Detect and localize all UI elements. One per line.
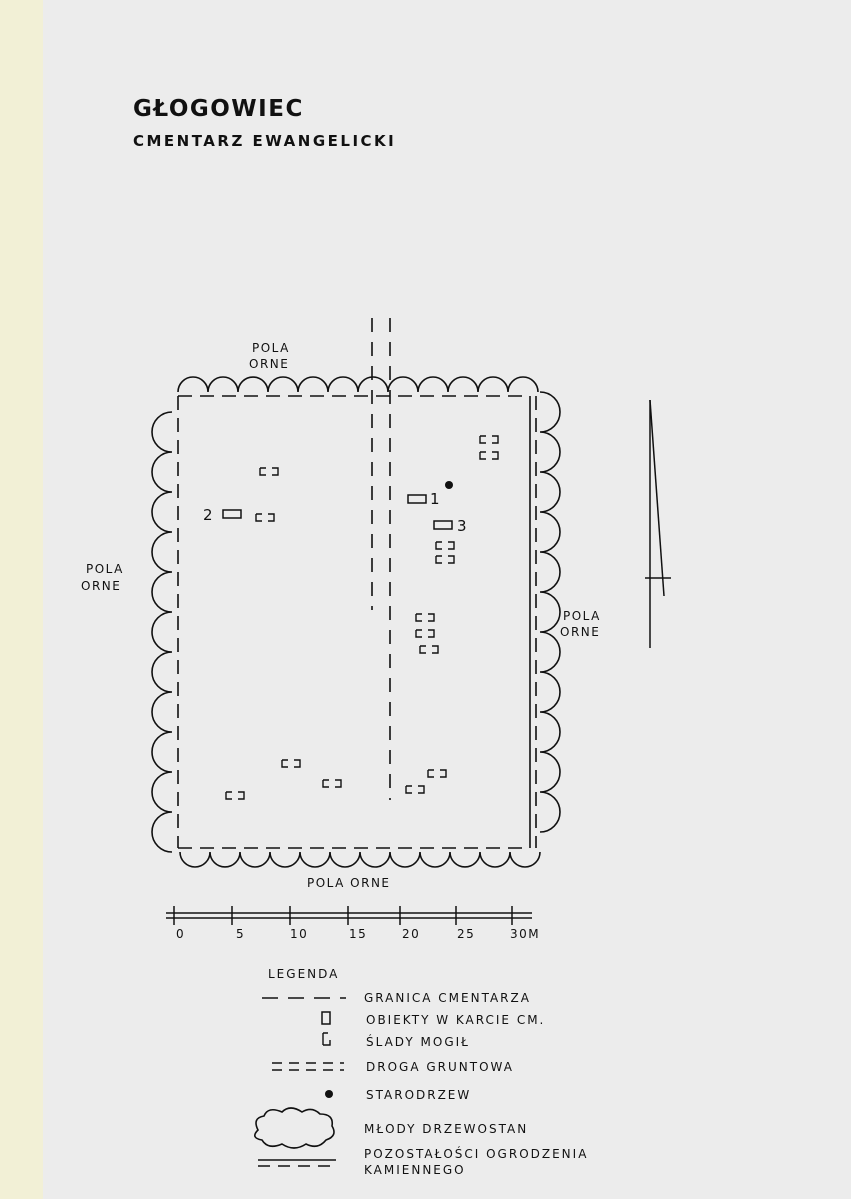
scale-tick-25: 25 <box>457 927 476 941</box>
scale-tick-5: 5 <box>236 927 246 941</box>
canopy-scallops <box>540 392 560 832</box>
legend-label-grave: ŚLADY MOGIŁ <box>366 1035 470 1049</box>
canopy-scallops <box>178 377 538 392</box>
object-3-box <box>434 521 452 529</box>
object-1-box <box>408 495 426 503</box>
top-field-label-line1: POLA <box>252 341 290 355</box>
grave-trace <box>256 514 274 521</box>
right-field-label-line1: POLA <box>563 609 601 623</box>
scale-tick-0: 0 <box>176 927 186 941</box>
grave-trace <box>416 630 434 637</box>
map-title: GŁOGOWIEC <box>133 96 304 122</box>
legend-symbol-grave <box>323 1033 330 1045</box>
grave-trace <box>282 760 300 767</box>
right-field-label-line2: ORNE <box>560 625 601 639</box>
scale-tick-10: 10 <box>290 927 309 941</box>
card-objects <box>223 495 452 529</box>
legend-heading: LEGENDA <box>268 967 340 981</box>
legend-symbol-stone-fence <box>258 1160 336 1166</box>
legend-symbol-object <box>322 1012 330 1024</box>
grave-trace <box>436 542 454 549</box>
bottom-field-label: POLA ORNE <box>307 876 391 890</box>
grave-trace <box>480 436 498 443</box>
legend-symbol-old-tree <box>325 1090 333 1098</box>
young-trees-canopy <box>152 377 560 867</box>
cemetery-boundary <box>178 396 530 848</box>
legend-label-object: OBIEKTY W KARCIE CM. <box>366 1013 546 1027</box>
scale-bar-labels <box>176 927 540 941</box>
top-field-label-line2: ORNE <box>249 357 290 371</box>
object-2-box <box>223 510 241 518</box>
legend-symbol-young-trees <box>255 1108 334 1148</box>
grave-trace <box>406 786 424 793</box>
grave-traces <box>226 436 498 799</box>
grave-trace <box>226 792 244 799</box>
object-2-number: 2 <box>203 506 213 524</box>
legend-label-young-trees: MŁODY DRZEWOSTAN <box>364 1122 529 1136</box>
grave-trace <box>428 770 446 777</box>
left-field-label-line1: POLA <box>86 562 124 576</box>
legend-label-stone-fence: POZOSTAŁOŚCI OGRODZENIA KAMIENNEGO <box>364 1147 589 1177</box>
grave-trace <box>323 780 341 787</box>
canopy-scallops <box>180 852 540 867</box>
scale-bar <box>166 906 532 925</box>
legend-symbol-road <box>272 1063 344 1070</box>
legend-label-old-tree: STARODRZEW <box>366 1088 472 1102</box>
legend-label-boundary: GRANICA CMENTARZA <box>364 991 531 1005</box>
left-field-label-line2: ORNE <box>81 579 122 593</box>
object-3-number: 3 <box>457 517 467 535</box>
grave-trace <box>420 646 438 653</box>
scale-tick-15: 15 <box>349 927 368 941</box>
legend <box>255 967 594 1177</box>
grave-trace <box>480 452 498 459</box>
map-subtitle: CMENTARZ EWANGELICKI <box>133 132 397 150</box>
north-arrow <box>645 400 671 648</box>
object-1-number: 1 <box>430 490 440 508</box>
grave-trace <box>436 556 454 563</box>
old-tree-marker <box>445 481 453 489</box>
stone-fence-remnant <box>530 396 536 848</box>
scale-tick-20: 20 <box>402 927 421 941</box>
legend-label-road: DROGA GRUNTOWA <box>366 1060 514 1074</box>
grave-trace <box>416 614 434 621</box>
canopy-scallops <box>152 412 172 852</box>
scale-tick-30m: 30M <box>510 927 541 941</box>
grave-trace <box>260 468 278 475</box>
